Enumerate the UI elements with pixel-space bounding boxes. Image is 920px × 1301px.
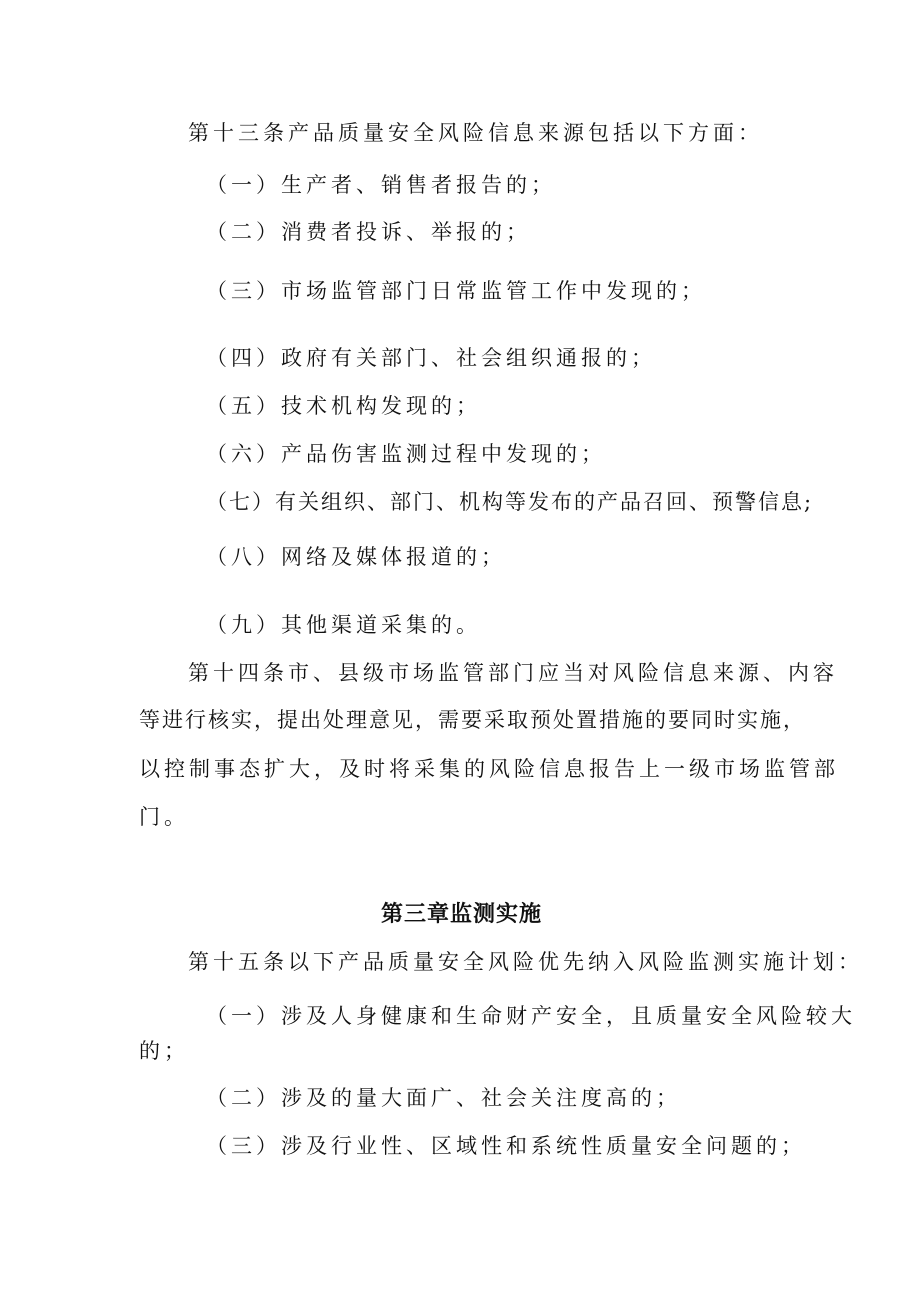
article-13-item-1: （一）生产者、销售者报告的； (206, 173, 556, 197)
chapter-3-heading: 第三章监测实施 (381, 902, 543, 927)
article-15-item-1-line-2: 的； (139, 1039, 189, 1063)
article-13-item-6: （六）产品伤害监测过程中发现的； (206, 442, 606, 466)
article-14-line-2: 等进行核实，提出处理意见，需要采取预处置措施的要同时实施， (139, 708, 806, 732)
article-13-item-5: （五）技术机构发现的； (206, 394, 481, 418)
article-13-title: 第十三条产品质量安全风险信息来源包括以下方面： (188, 121, 763, 145)
article-13-item-3: （三）市场监管部门日常监管工作中发现的； (206, 279, 706, 303)
article-13-item-4: （四）政府有关部门、社会组织通报的； (206, 346, 656, 370)
article-13-item-9: （九）其他渠道采集的。 (206, 613, 481, 637)
article-14-line-1: 第十四条市、县级市场监管部门应当对风险信息来源、内容 (188, 661, 838, 685)
article-15-title: 第十五条以下产品质量安全风险优先纳入风险监测实施计划： (188, 950, 863, 974)
article-14-line-4: 门。 (139, 805, 189, 829)
article-14-line-3: 以控制事态扩大，及时将采集的风险信息报告上一级市场监管部 (139, 757, 839, 781)
article-15-item-3: （三）涉及行业性、区域性和系统性质量安全问题的； (206, 1134, 806, 1158)
article-15-item-2: （二）涉及的量大面广、社会关注度高的； (206, 1086, 681, 1110)
article-13-item-8: （八）网络及媒体报道的； (206, 545, 506, 569)
article-15-item-1-line-1: （一）涉及人身健康和生命财产安全，且质量安全风险较大 (206, 1004, 856, 1028)
article-13-item-2: （二）消费者投诉、举报的； (206, 220, 531, 244)
article-13-item-7: （七）有关组织、部门、机构等发布的产品召回、预警信息; (206, 490, 814, 514)
